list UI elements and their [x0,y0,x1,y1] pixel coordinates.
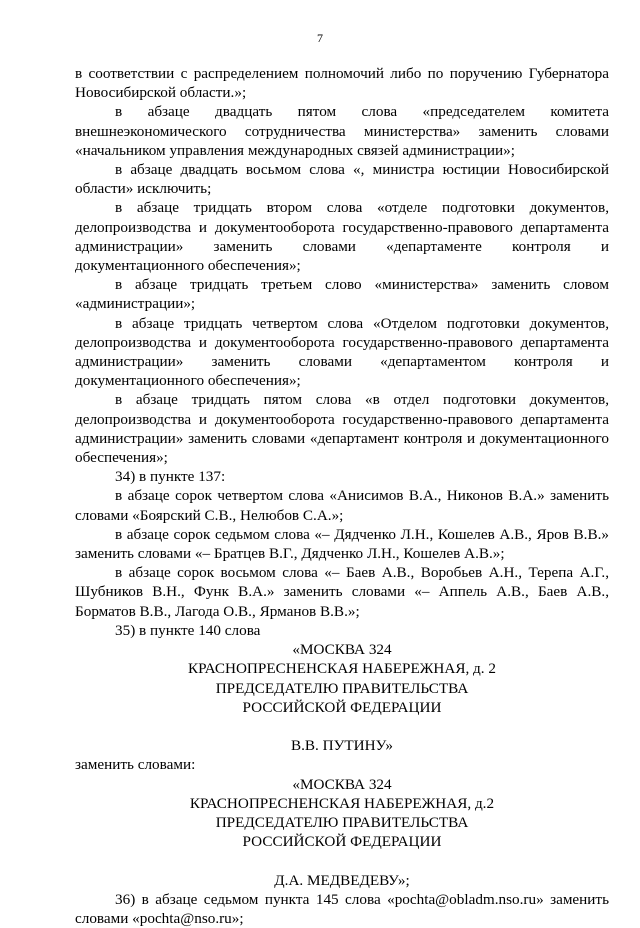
paragraph-amendment: в абзаце сорок четвертом слова «Анисимов В.А., Никонов В.А.» заменить словами «Боярский С.В., Нелюбов С.А.»; [75,487,609,524]
paragraph-amendment: в абзаце тридцать втором слова «отделе подготовки документов, делопроизводства и документооборота государственно-правового департамента администрации» заменить словами «департаменте контроля и документационного обеспечения»; [75,199,609,275]
address-line: «МОСКВА 324 [292,775,392,793]
replace-with-text: заменить словами: [75,756,196,774]
page-number: 7 [317,31,323,45]
paragraph-amendment: в абзаце тридцать третьем слово «министерства» заменить словом «администрации»; [75,276,609,313]
address-line: РОССИЙСКОЙ ФЕДЕРАЦИИ [242,698,442,716]
address-line: «МОСКВА 324 [292,641,392,659]
address-line: КРАСНОПРЕСНЕНСКАЯ НАБЕРЕЖНАЯ, д.2 [189,794,495,812]
paragraph-amendment: в абзаце тридцать четвертом слова «Отделом подготовки документов, делопроизводства и документооборота государственно-правового департамента администрации» заменить словами «департаментом контроля и документационного обеспечения»; [75,314,609,390]
item-heading: 34) в пункте 137: [115,468,226,486]
item-heading: 35) в пункте 140 слова [115,621,261,639]
address-line: ПРЕДСЕДАТЕЛЮ ПРАВИТЕЛЬСТВА [215,813,469,831]
paragraph-amendment: в абзаце двадцать восьмом слова «, министра юстиции Новосибирской области» исключить; [75,161,609,198]
old-address-block [75,640,609,755]
document-body [75,64,609,928]
addressee-name: Д.А. МЕДВЕДЕВУ»; [274,871,410,889]
paragraph-amendment: в абзаце двадцать пятом слова «председателем комитета внешнеэкономического сотрудничества министерства» заменить словами «начальником управления международных связей администрации»; [75,103,609,159]
paragraph-continuation: в соответствии с распределением полномочий либо по поручению Губернатора Новосибирской области.»; [75,65,609,102]
new-address-block [75,775,609,890]
address-line: ПРЕДСЕДАТЕЛЮ ПРАВИТЕЛЬСТВА [215,679,469,697]
address-line: РОССИЙСКОЙ ФЕДЕРАЦИИ [242,833,442,851]
paragraph-amendment: в абзаце сорок седьмом слова «– Дядченко Л.Н., Кошелев А.В., Яров В.В.» заменить словами «– Братцев В.Г., Дядченко Л.Н., Кошелев А.В.»; [75,525,609,563]
address-line: КРАСНОПРЕСНЕНСКАЯ НАБЕРЕЖНАЯ, д. 2 [188,660,496,678]
paragraph-amendment: 36) в абзаце седьмом пункта 145 слова «pochta@obladm.nso.ru» заменить словами «pochta@nso.ru»; [75,890,609,927]
addressee-name: В.В. ПУТИНУ» [291,737,393,755]
paragraph-amendment: в абзаце тридцать пятом слова «в отдел подготовки документов, делопроизводства и документооборота государственно-правового департамента администрации» заменить словами «департамент контроля и документационного обеспечения»; [75,391,609,467]
paragraph-amendment: в абзаце сорок восьмом слова «– Баев А.В., Воробьев А.Н., Терепа А.Г., Шубников В.Н., Функ В.А.» заменить словами «– Аппель А.В., Баев А.В., Борматов В.В., Лагода О.В., Ярманов В.В.»; [75,564,609,620]
